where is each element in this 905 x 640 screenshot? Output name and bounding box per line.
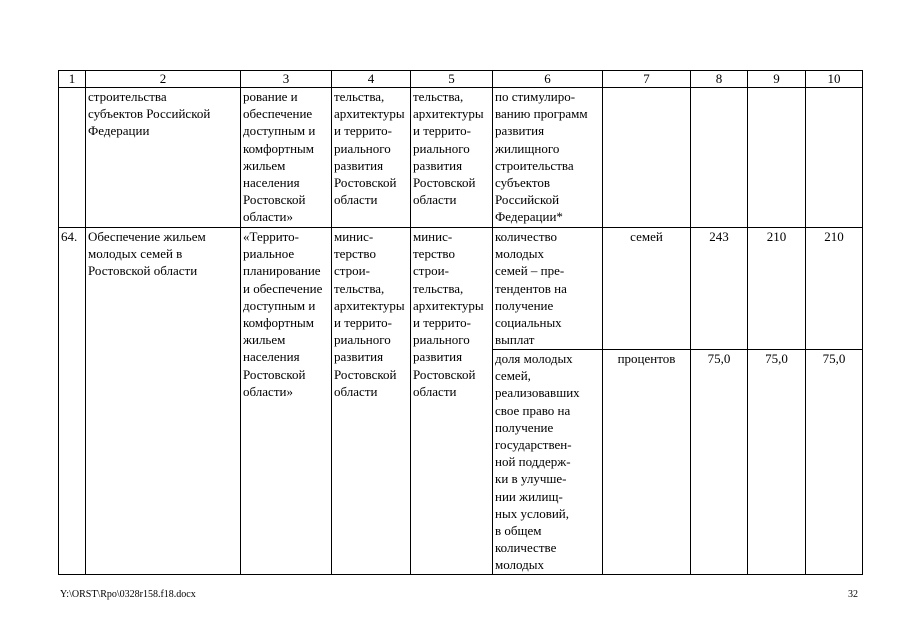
header-cell: 9 (748, 71, 806, 88)
cell-coexecutor: тельства, архитектуры и террито- риального развития Ростовской области (411, 88, 493, 228)
cell-value (748, 88, 806, 228)
indicator-name: доля молодых семей, реализовавших свое право на получение государствен- ной поддерж- ки в улучше- нии жилищ- ных условий, в общем количестве молодых (493, 350, 603, 575)
footer-page-number: 32 (848, 589, 858, 600)
cell-value (806, 88, 863, 228)
indicator-value-9: 75,0 (748, 350, 806, 575)
header-row (59, 71, 863, 88)
header-cell: 2 (86, 71, 241, 88)
indicator-value-8: 75,0 (691, 350, 748, 575)
cell-num (59, 88, 86, 228)
cell-name: строительства субъектов Российской Федерации (86, 88, 241, 228)
header-cell: 6 (493, 71, 603, 88)
header-cell: 4 (332, 71, 411, 88)
program-name: «Террито- риальное планирование и обеспечение доступным и комфортным жильем населения Ростовской области» (241, 228, 332, 575)
header-cell: 1 (59, 71, 86, 88)
header-cell: 3 (241, 71, 332, 88)
header-cell: 5 (411, 71, 493, 88)
indicator-name: количество молодых семей – пре- тендентов на получение социальных выплат (493, 228, 603, 350)
indicator-value-10: 210 (806, 228, 863, 350)
header-cell: 8 (691, 71, 748, 88)
executor: минис- терство строи- тельства, архитектуры и террито- риального развития Ростовской области (332, 228, 411, 575)
indicator-unit: семей (603, 228, 691, 350)
indicator-value-10: 75,0 (806, 350, 863, 575)
row-number: 64. (59, 228, 86, 575)
coexecutor: минис- терство строи- тельства, архитектуры и террито- риального развития Ростовской области (411, 228, 493, 575)
cell-value (691, 88, 748, 228)
footer-file-path: Y:\ORST\Rpo\0328r158.f18.docx (60, 589, 196, 600)
cell-executor: тельства, архитектуры и террито- риального развития Ростовской области (332, 88, 411, 228)
indicator-value-9: 210 (748, 228, 806, 350)
table-row-continued (59, 88, 863, 228)
measure-name: Обеспечение жильем молодых семей в Ростовской области (86, 228, 241, 575)
table-row-64 (59, 228, 863, 350)
header-cell: 7 (603, 71, 691, 88)
cell-unit (603, 88, 691, 228)
indicator-value-8: 243 (691, 228, 748, 350)
data-table (58, 70, 863, 575)
cell-indicator: по стимулиро- ванию программ развития жилищного строительства субъектов Российской Федерации* (493, 88, 603, 228)
indicator-unit: процентов (603, 350, 691, 575)
header-cell: 10 (806, 71, 863, 88)
cell-program: рование и обеспечение доступным и комфортным жильем населения Ростовской области» (241, 88, 332, 228)
